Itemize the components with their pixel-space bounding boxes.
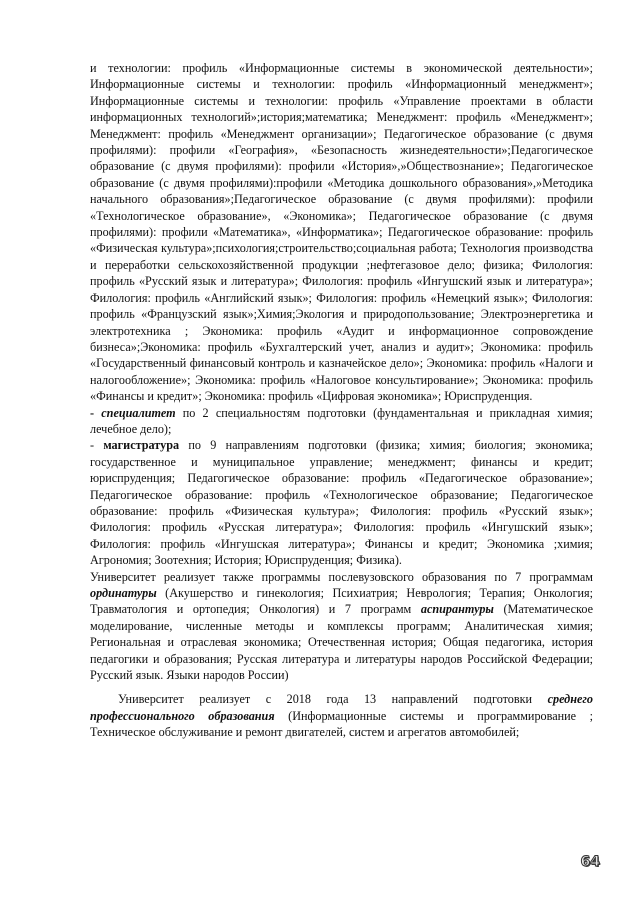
specialitet-paragraph bbox=[90, 405, 593, 438]
spo-text: (Информационные системы и программирование ; Техническое обслуживание и ремонт двигателей, систем и агрегатов автомобилей; bbox=[90, 708, 593, 740]
magistratura-label: магистратура bbox=[103, 438, 180, 453]
page-number: 64 bbox=[580, 854, 600, 870]
spo-intro: Университет реализует с 2018 года 13 направлений подготовки bbox=[118, 692, 548, 707]
aspirantura-text: (Математическое моделирование, численные методы и комплексы программ; Аналитическая химия; Региональная и отраслевая экономика; Отечественная история; Общая педагогика, история педагогики и образования; Русская литература и литературы народов Российской Федерации; Русский язык. Языки народов России) bbox=[90, 602, 593, 683]
document-body bbox=[90, 60, 593, 741]
aspirantura-label: аспирантуры bbox=[420, 602, 494, 617]
spo-label: среднего профессионального образования bbox=[90, 692, 593, 723]
magistratura-paragraph bbox=[90, 437, 593, 568]
specialitet-text: по 2 специальностям подготовки (фундаментальная и прикладная химия; лечебное дело); bbox=[90, 405, 593, 436]
magistratura-dash: - bbox=[90, 438, 104, 453]
magistratura-text: по 9 направлениям подготовки (физика; химия; биология; экономика; государственное и муниципальное управление; менеджмент; финансы и кредит; юриспруденция; Педагогическое образование: профиль «Педагогическое образование»; Педагогическое образование: профиль «Технологическое образование; Педагогическое образование: профиль «Физическая культура»; Филология: профиль «Русский язык»; Филология: профиль «Русская литература»; Филология: профиль «Ингушский язык»; Филология: профиль «Ингушская литература»; Финансы и кредит; Экономика ;химия; Агрономия; Зоотехния; История; Юриспруденция; Физика). bbox=[90, 438, 593, 568]
ordinatura-text: (Акушерство и гинекология; Психиатрия; Неврология; Терапия; Онкология; Травматология и ортопедия; Онкология) и 7 программ bbox=[90, 586, 593, 617]
spo-paragraph bbox=[90, 691, 593, 740]
postgrad-intro: Университет реализует также программы послевузовского образования по 7 программам bbox=[90, 569, 593, 584]
bachelor-programs-paragraph: и технологии: профиль «Информационные системы в экономической деятельности»; Информационные системы и технологии: профиль «Информационный менеджмент»; Информационные системы и технологии: профиль «Управление проектами в области информационных технологий»;история;математика; Менеджмент: профиль «Менеджмент»; Менеджмент: профиль «Менеджмент организации»; Педагогическое образование (с двумя профилями): профили «География», «Безопасность жизнедеятельности»;Педагогическое образование (с двумя профилями): профили «История»,»Обществознание»; Педагогическое образование (с двумя профилями):профили «Методика дошкольного образования»,»Методика начального образования»;Педагогическое образование (с двумя профилями): профили «Технологическое образование», «Экономика»; Педагогическое образование (с двумя профилями): профили «Математика», «Информатика»; Педагогическое образование: профиль «Физическая культура»;психология;строительство;социальная работа; Технология производства и переработки сельскохозяйственной продукции ;нефтегазовое дело; физика; Филология: профиль «Русский язык и литература»; Филология: профиль «Ингушский язык и литература»; Филология: профиль «Английский язык»; Филология: профиль «Немецкий язык»; Филология: профиль «Французский язык»;Химия;Экология и природопользование; Электроэнергетика и электротехника ; Экономика: профиль «Аудит и информационное сопровождение бизнеса»;Экономика: профиль «Бухгалтерский учет, анализ и аудит»; Экономика: профиль «Государственный финансовый контроль и казначейское дело»; Экономика: профиль «Налоги и налогообложение»; Экономика: профиль «Налоговое консультирование»; Экономика: профиль «Финансы и кредит»; Экономика: профиль «Цифровая экономика»; Юриспруденция. bbox=[90, 61, 593, 404]
ordinatura-label: ординатуры bbox=[90, 586, 157, 600]
specialitet-dash: - bbox=[90, 405, 102, 420]
specialitet-label: специалитет bbox=[101, 405, 176, 420]
postgraduate-paragraph bbox=[90, 569, 593, 684]
